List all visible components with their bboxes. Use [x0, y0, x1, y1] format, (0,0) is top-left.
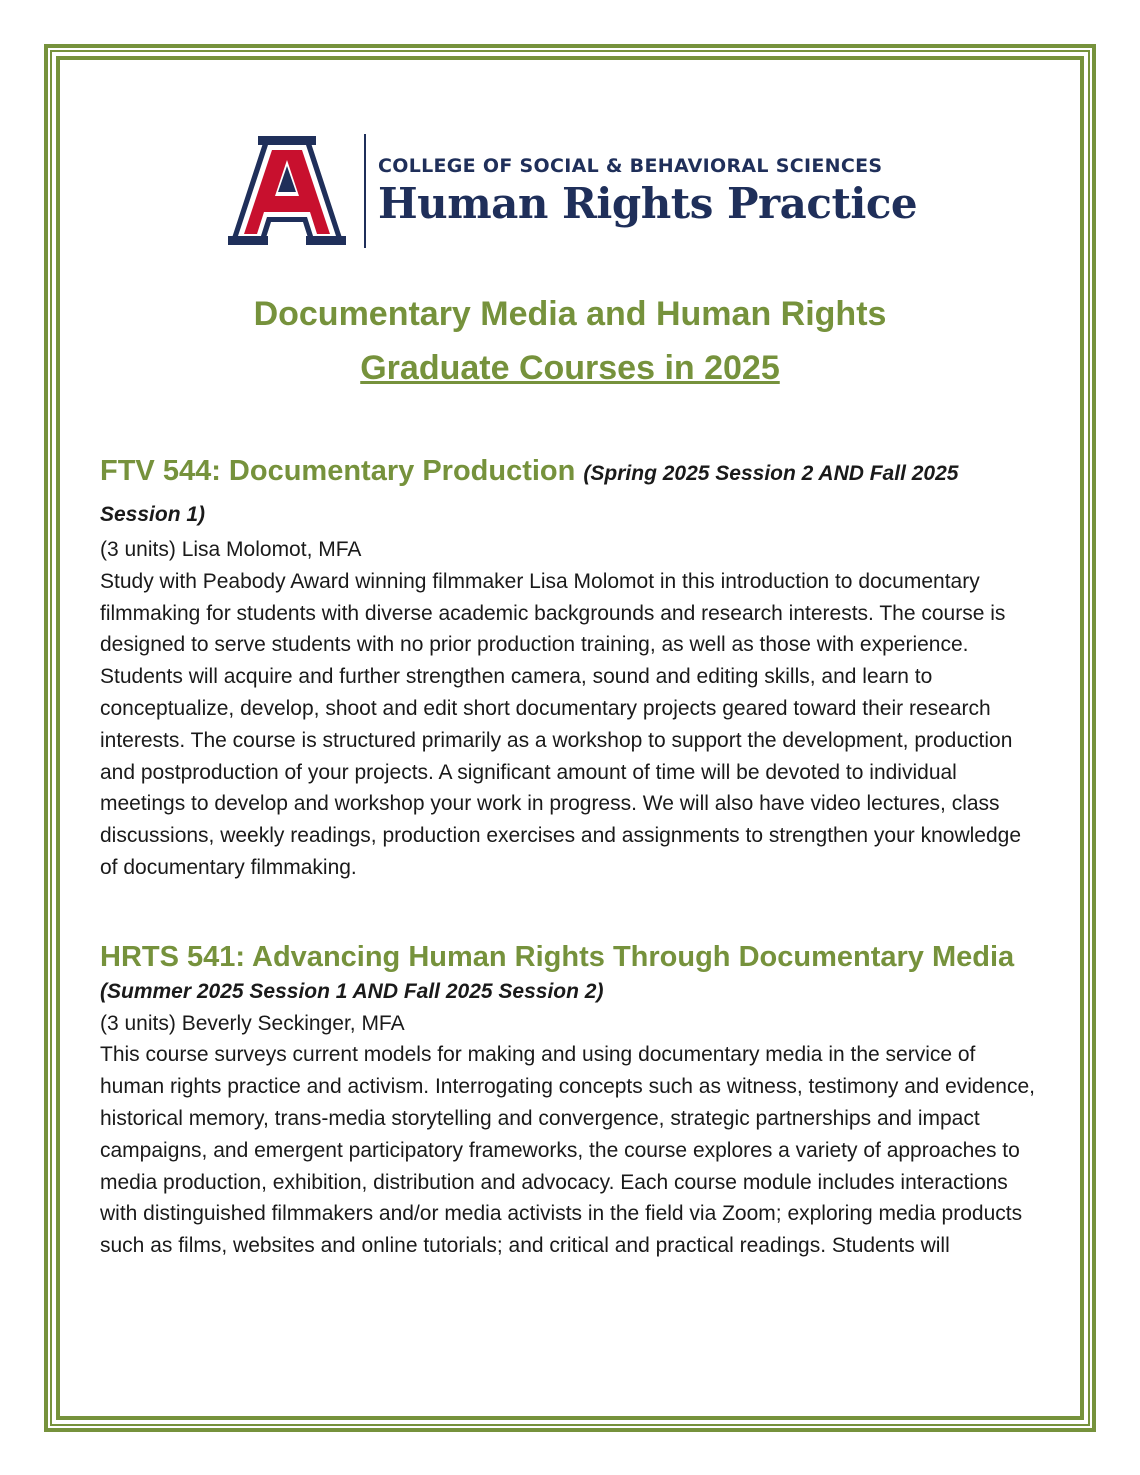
page-title [60, 290, 1080, 398]
course-ftv-544 [100, 452, 1040, 884]
course-heading [100, 938, 1040, 976]
course-list [100, 452, 1040, 1262]
title-line-2: Graduate Courses in 2025 [360, 349, 780, 387]
course-session: (Summer 2025 Session 1 AND Fall 2025 Session 2) [100, 979, 604, 1003]
university-logo [228, 132, 918, 250]
course-description: Study with Peabody Award winning filmmaker Lisa Molomot in this introduction to documentary filmmaking for students with diverse academic backgrounds and research interests. The course is designed to serve students with no prior production training, as well as those with experience. Students will acquire and further strengthen camera, sound and editing skills, and learn to conceptualize, develop, shoot and edit short documentary projects geared toward their research interests. The course is structured primarily as a workshop to support the development, production and postproduction of your projects. A significant amount of time will be devoted to individual meetings to develop and workshop your work in progress. We will also have video lectures, class discussions, weekly readings, production exercises and assignments to strengthen your knowledge of documentary filmmaking. [100, 569, 1022, 879]
block-a-logo-icon [228, 136, 346, 246]
course-heading [100, 452, 1040, 534]
course-code-title: HRTS 541: Advancing Human Rights Through Documentary Media [100, 940, 1015, 973]
course-hrts-541 [100, 938, 1040, 1262]
department-name: Human Rights Practice [378, 178, 918, 228]
course-units-instructor: (3 units) Beverly Seckinger, MFA [100, 1011, 405, 1035]
course-code-title: FTV 544: Documentary Production [100, 455, 576, 487]
course-units-instructor: (3 units) Lisa Molomot, MFA [100, 538, 362, 561]
logo-divider [364, 134, 366, 248]
college-name: COLLEGE OF SOCIAL & BEHAVIORAL SCIENCES [378, 154, 883, 177]
title-line-1: Documentary Media and Human Rights [253, 295, 887, 333]
course-description: This course surveys current models for making and using documentary media in the service of human rights practice and activism. Interrogating concepts such as witness, testimony and evidence, historical memory, trans-media storytelling and convergence, strategic partnerships and impact campaigns, and emergent participatory frameworks, the course explores a variety of approaches to media production, exhibition, distribution and advocacy. Each course module includes interactions with distinguished filmmakers and/or media activists in the field via Zoom; exploring media products such as films, websites and online tutorials; and critical and practical readings. Students will [100, 1043, 1035, 1258]
course-session: (Spring 2025 Session 2 AND Fall 2025 Session 1) [100, 462, 959, 526]
